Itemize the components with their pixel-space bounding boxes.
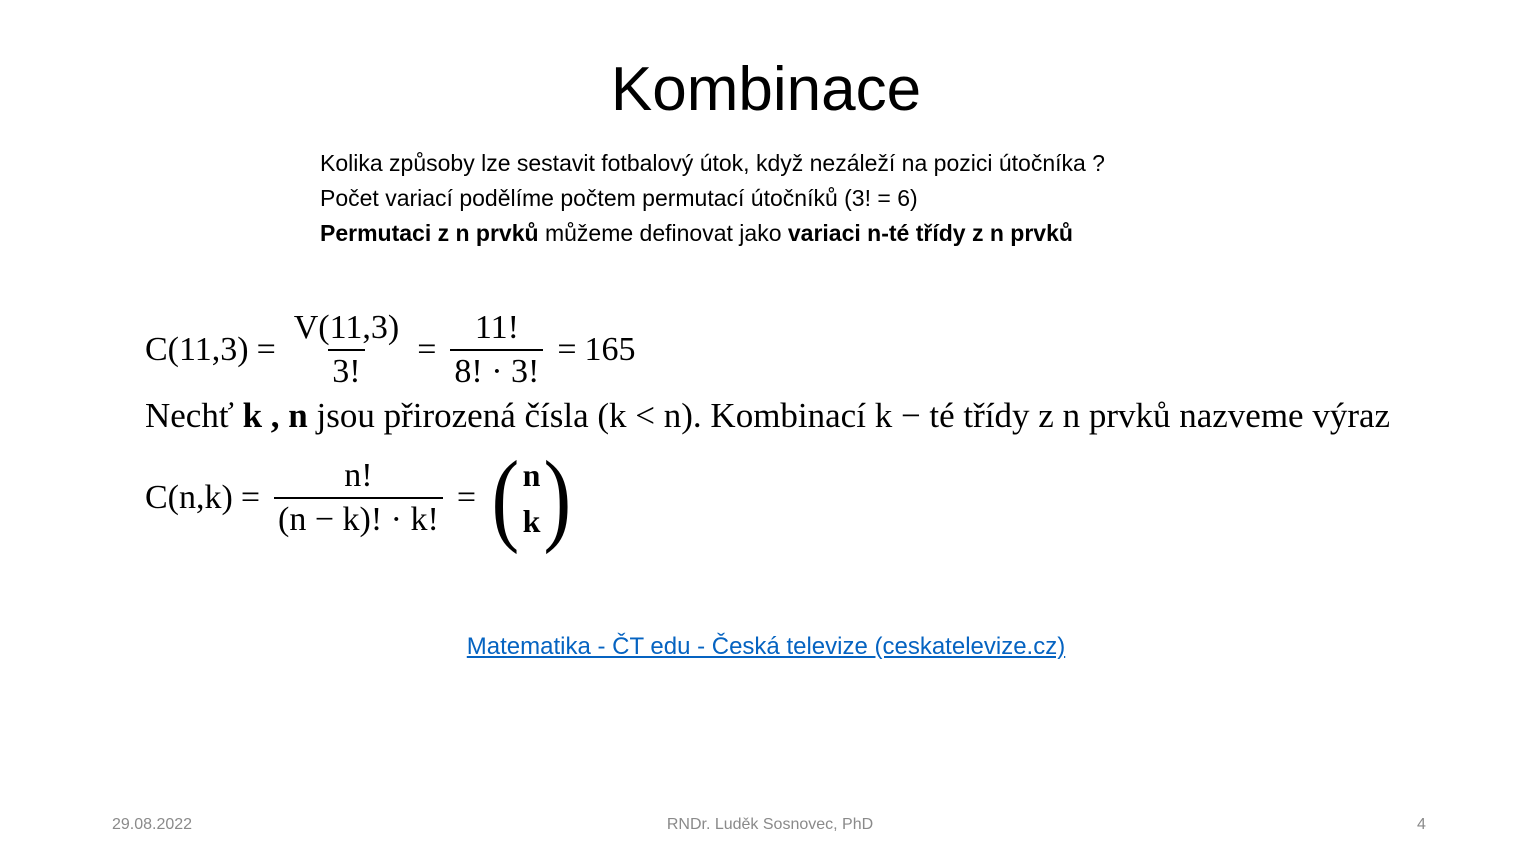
formula2-lhs: C(n,k) (145, 479, 233, 516)
formula1-fraction-1 (290, 309, 403, 391)
definition-part-1: Nechť (145, 396, 243, 435)
slide-title: Kombinace (610, 55, 922, 124)
definition-sentence (145, 396, 1390, 436)
formula2-eq-1: = (240, 479, 261, 516)
binom-right-paren: ) (543, 440, 572, 555)
binom-bottom: k (522, 503, 541, 539)
footer-date: 29.08.2022 (112, 816, 193, 833)
formula1-frac1-den: 3! (328, 349, 364, 391)
formula2-frac-num: n! (344, 457, 373, 494)
formula1-result: 165 (584, 331, 636, 368)
formula2-frac-den: (n − k)! · k! (274, 497, 443, 539)
definition-bold-1: k , n (242, 396, 308, 435)
ceskatelevize-link[interactable]: Matematika - ČT edu - Česká televize (ceskatelevize.cz) (466, 633, 1066, 660)
formula1-frac1-num: V(11,3) (293, 309, 400, 346)
intro-text-1: můžeme definovat jako (538, 220, 788, 246)
formula-c-n-k (145, 440, 575, 555)
formula2-fraction (274, 457, 443, 539)
binom-left-paren: ( (491, 440, 520, 555)
formula2-eq-2: = (456, 479, 476, 516)
definition-part-2: jsou přirozená čísla (k < n). Kombinací k − té třídy z n prvků nazveme výraz (307, 396, 1391, 435)
intro-line-3 (320, 216, 1105, 251)
footer-page-number: 4 (1417, 816, 1426, 833)
intro-line-2: Počet variací podělíme počtem permutací útočníků (3! = 6) (320, 185, 918, 211)
formula1-lhs: C(11,3) (145, 331, 249, 368)
intro-bold-2: variaci n-té třídy z n prvků (787, 220, 1073, 246)
formula1-eq-3: = (557, 331, 577, 368)
binom-stack (523, 452, 541, 544)
intro-bold-1: Permutaci z n prvků (320, 220, 539, 246)
binom-top: n (522, 457, 541, 493)
link-container (0, 633, 1532, 661)
binomial-coefficient (488, 440, 575, 555)
formula1-frac2-num: 11! (474, 309, 519, 346)
intro-text (320, 146, 1105, 251)
formula-c-11-3 (145, 305, 636, 395)
intro-line-1: Kolika způsoby lze sestavit fotbalový útok, když nezáleží na pozici útočníka ? (320, 150, 1105, 176)
footer-author: RNDr. Luděk Sosnovec, PhD (666, 816, 874, 833)
formula1-eq-1: = (256, 331, 276, 368)
formula1-frac2-den: 8! · 3! (450, 349, 543, 391)
formula1-eq-2: = (417, 331, 437, 368)
formula1-fraction-2 (450, 309, 543, 391)
